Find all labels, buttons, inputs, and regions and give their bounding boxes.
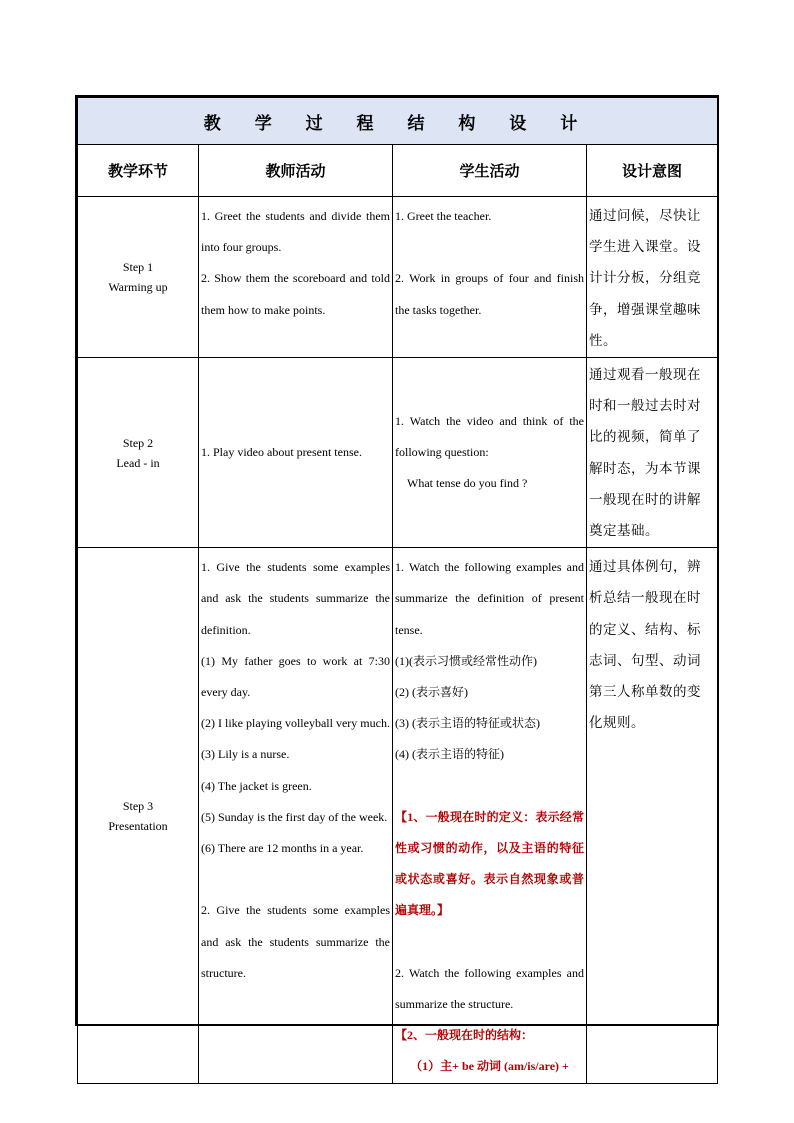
step-cell	[78, 548, 199, 1084]
header-student: 学生活动	[393, 145, 587, 197]
process-table	[77, 97, 718, 1084]
header-row	[78, 145, 718, 197]
title-row	[78, 98, 718, 145]
teacher-line: (4) The jacket is green.	[201, 778, 312, 793]
table-row	[78, 548, 718, 1084]
table-title: 教 学 过 程 结 构 设 计	[78, 98, 718, 145]
header-intent: 设计意图	[587, 145, 718, 197]
student-line: (2) (表示喜好)	[395, 685, 468, 700]
student-activity	[393, 197, 587, 358]
student-line: 2. Work in groups of four and finish the tasks together.	[395, 271, 584, 317]
header-teacher: 教师活动	[199, 145, 393, 197]
step-number: Step 1	[122, 260, 154, 274]
teacher-line: 2. Show them the scoreboard and told them how to make points.	[201, 271, 390, 317]
structure-note: 【2、一般现在时的结构：	[395, 1028, 534, 1043]
teacher-line: (2) I like playing volleyball very much.	[201, 716, 390, 731]
teacher-activity	[199, 358, 393, 548]
design-intent: 通过观看一般现在时和一般过去时对比的视频，简单了解时态，为本节课一般现在时的讲解奠定基础。	[587, 358, 718, 548]
lesson-plan-table	[75, 95, 719, 1074]
teacher-line: 1. Greet the students and divide them into four groups.	[201, 209, 390, 255]
step-name: Presentation	[108, 818, 168, 833]
student-line: 1. Watch the following examples and summarize the definition of present tense.	[395, 560, 584, 637]
table-row	[78, 358, 718, 548]
student-activity	[393, 358, 587, 548]
teacher-line: (6) There are 12 months in a year.	[201, 841, 364, 856]
student-line: 1. Greet the teacher.	[395, 209, 492, 223]
teacher-activity	[199, 197, 393, 358]
teacher-activity	[199, 548, 393, 1084]
teacher-line: (5) Sunday is the first day of the week.	[201, 809, 388, 824]
student-line: (1)(表示习惯或经常性动作)	[395, 653, 537, 668]
step-name: Lead - in	[116, 455, 160, 470]
step-cell	[78, 358, 199, 548]
student-line: 2. Watch the following examples and summarize the structure.	[395, 965, 584, 1012]
step-name: Warming up	[108, 280, 168, 294]
student-activity	[393, 548, 587, 1084]
design-intent: 通过问候，尽快让学生进入课堂。设计计分板，分组竞争，增强课堂趣味性。	[587, 197, 718, 358]
student-line: What tense do you find ?	[407, 476, 528, 491]
teacher-line: 1. Play video about present tense.	[201, 445, 362, 460]
step-number: Step 2	[122, 435, 154, 450]
definition-note: 【1、一般现在时的定义：表示经常性或习惯的动作，以及主语的特征或状态或喜好。表示自然现象或普遍真理。】	[395, 809, 584, 918]
teacher-line: (1) My father goes to work at 7:30 every day.	[201, 653, 390, 700]
design-intent: 通过具体例句，辨析总结一般现在时的定义、结构、标志词、句型、动词第三人称单数的变化规则。	[587, 548, 718, 1084]
student-line: (3) (表示主语的特征或状态)	[395, 716, 540, 731]
step-cell	[78, 197, 199, 358]
teacher-line: 2. Give the students some examples and ask the students summarize the structure.	[201, 903, 390, 980]
header-step: 教学环节	[78, 145, 199, 197]
structure-formula: （1）主+ be 动词 (am/is/are) +	[410, 1059, 569, 1074]
step-number: Step 3	[122, 798, 154, 813]
teacher-line: (3) Lily is a nurse.	[201, 747, 290, 762]
teacher-line: 1. Give the students some examples and ask the students summarize the definition.	[201, 560, 390, 637]
student-line: (4) (表示主语的特征)	[395, 747, 504, 762]
table-row	[78, 197, 718, 358]
student-line: 1. Watch the video and think of the following question:	[395, 413, 584, 460]
